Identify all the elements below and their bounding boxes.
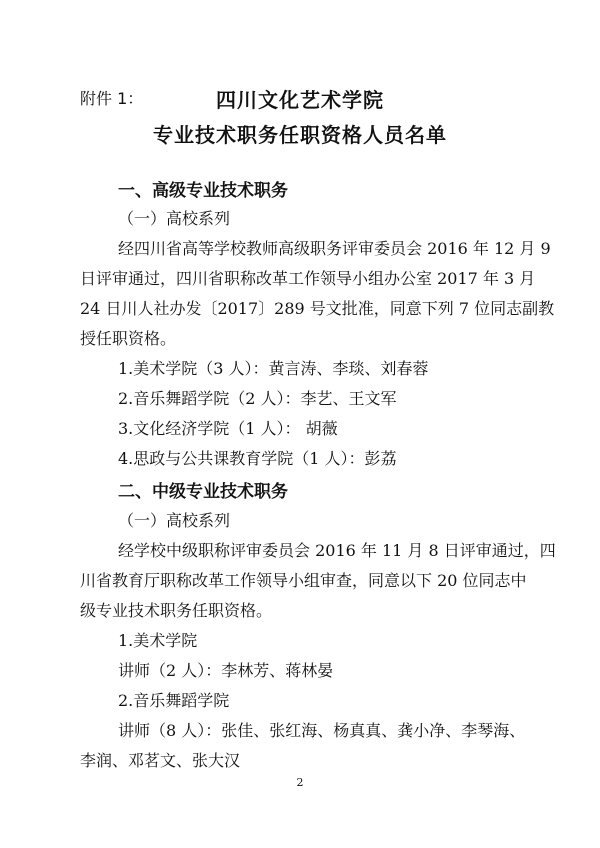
list-item: 讲师（2 人）：李林芳、蒋林晏 [118, 661, 334, 680]
list-item: 2.音乐舞蹈学院（2 人）：李艺、王文军 [118, 389, 397, 408]
list-item: 1.美术学院（3 人）：黄言涛、李琰、刘春蓉 [118, 359, 429, 378]
list-item: 李润、邓茗文、张大汉 [80, 751, 241, 770]
paragraph-line: 级专业技术职务任职资格。 [80, 601, 273, 620]
department-heading: 1.美术学院 [118, 631, 198, 650]
document-title: 四川文化艺术学院 [216, 88, 384, 112]
subsection-heading: （一）高校系列 [118, 209, 231, 228]
paragraph-line: 授任职资格。 [80, 329, 177, 348]
section-heading: 一、高级专业技术职务 [118, 181, 288, 201]
list-item: 3.文化经济学院（1 人）： 胡薇 [118, 419, 338, 438]
document-subtitle: 专业技术职务任职资格人员名单 [153, 123, 447, 147]
list-item: 讲师（8 人）：张佳、张红海、杨真真、龚小净、李琴海、 [118, 721, 526, 740]
paragraph-line: 经四川省高等学校教师高级职务评审委员会 2016 年 12 月 9 [118, 239, 551, 258]
list-item: 4.思政与公共课教育学院（1 人）：彭荔 [118, 449, 397, 468]
paragraph-line: 经学校中级职称评审委员会 2016 年 11 月 8 日评审通过，四 [118, 541, 556, 560]
section-heading: 二、中级专业技术职务 [118, 482, 288, 502]
department-heading: 2.音乐舞蹈学院 [118, 691, 230, 710]
paragraph-line: 川省教育厅职称改革工作领导小组审查，同意以下 20 位同志中 [80, 571, 527, 590]
attachment-label: 附件 1： [80, 89, 144, 108]
subsection-heading: （一）高校系列 [118, 511, 231, 530]
paragraph-line: 24 日川人社办发〔2017〕289 号文批准，同意下列 7 位同志副教 [80, 299, 555, 318]
paragraph-line: 日评审通过，四川省职称改革工作领导小组办公室 2017 年 3 月 [80, 269, 536, 288]
page-number: 2 [296, 776, 304, 789]
